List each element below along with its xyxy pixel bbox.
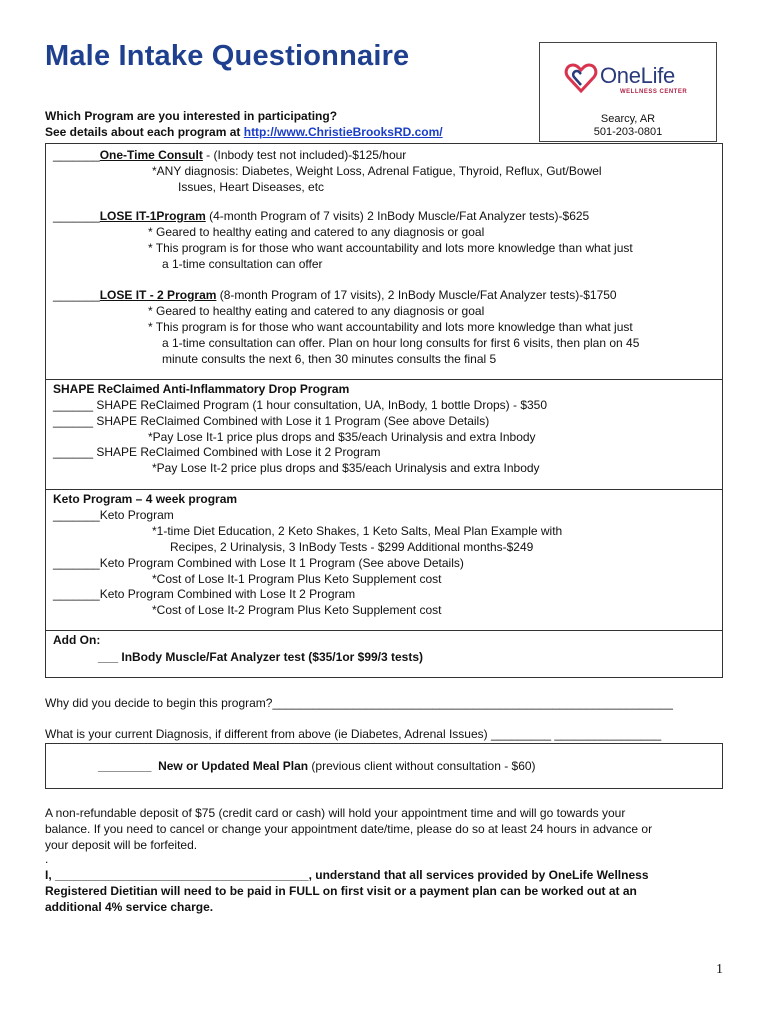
keto-note: *Cost of Lose It-1 Program Plus Keto Supplement cost bbox=[152, 572, 442, 586]
lose-it-2-note: * Geared to healthy eating and catered to any diagnosis or goal bbox=[148, 304, 485, 318]
lose-it-2-note: * This program is for those who want accountability and lots more knowledge than what just bbox=[148, 320, 633, 334]
lose-it-1-note: * Geared to healthy eating and catered to any diagnosis or goal bbox=[148, 225, 485, 239]
website-link[interactable]: http://www.ChristieBrooksRD.com/ bbox=[243, 125, 443, 139]
page-title: Male Intake Questionnaire bbox=[45, 40, 410, 72]
one-time-note: Issues, Heart Diseases, etc bbox=[178, 180, 325, 194]
shape-note: *Pay Lose It-2 price plus drops and $35/each Urinalysis and extra Inbody bbox=[152, 461, 540, 475]
logo-name: OneLife bbox=[600, 63, 675, 88]
location-city: Searcy, AR bbox=[600, 113, 656, 125]
lose-it-1-option[interactable]: _______LOSE IT-1Program (4-month Program of 7 visits) 2 InBody Muscle/Fat Analyzer tests)-$625 bbox=[53, 209, 590, 223]
lose-it-2-note: a 1-time consultation can offer. Plan on hour long consults for first 6 visits, then plan on 45 bbox=[162, 336, 640, 350]
location-phone: 501-203-0801 bbox=[593, 126, 663, 138]
keto-note: *1-time Diet Education, 2 Keto Shakes, 1 Keto Salts, Meal Plan Example with bbox=[152, 524, 563, 538]
page-number: 1 bbox=[716, 962, 723, 977]
logo-box bbox=[539, 42, 717, 142]
keto-note: Recipes, 2 Urinalysis, 3 InBody Tests - $299 Additional months-$249 bbox=[170, 540, 534, 554]
keto-lose-it-1-option[interactable]: _______Keto Program Combined with Lose It 1 Program (See above Details) bbox=[53, 556, 464, 570]
keto-note: *Cost of Lose It-2 Program Plus Keto Supplement cost bbox=[152, 603, 442, 617]
shape-lose-it-2-option[interactable]: ______ SHAPE ReClaimed Combined with Lose it 2 Program bbox=[53, 445, 381, 459]
logo-subtitle: WELLNESS CENTER bbox=[620, 89, 688, 95]
lose-it-2-note: minute consults the next 6, then 30 minutes consults the final 5 bbox=[162, 352, 497, 366]
shape-note: *Pay Lose It-1 price plus drops and $35/each Urinalysis and extra Inbody bbox=[148, 430, 536, 444]
keto-lose-it-2-option[interactable]: _______Keto Program Combined with Lose It 2 Program bbox=[53, 587, 356, 601]
shape-lose-it-1-option[interactable]: ______ SHAPE ReClaimed Combined with Lose it 1 Program (See above Details) bbox=[53, 414, 490, 428]
diagnosis-question[interactable]: What is your current Diagnosis, if different from above (ie Diabetes, Adrenal Issues) _________ ________________ bbox=[45, 727, 662, 741]
lose-it-1-note: a 1-time consultation can offer bbox=[162, 257, 323, 271]
meal-plan-box bbox=[45, 743, 723, 789]
program-question: Which Program are you interested in participating? bbox=[45, 109, 338, 123]
why-question[interactable]: Why did you decide to begin this program?____________________________________________________________ bbox=[45, 696, 673, 710]
intro bbox=[45, 108, 443, 140]
one-time-note: *ANY diagnosis: Diabetes, Weight Loss, Adrenal Fatigue, Thyroid, Reflux, Gut/Bowel bbox=[152, 164, 602, 178]
deposit-policy: A non-refundable deposit of $75 (credit card or cash) will hold your appointment time and will go towards your balance. If you need to cancel or change your appointment date/time, please do so at least 24 hours in advance or your deposit will be forfeited. . bbox=[45, 806, 653, 866]
payment-agreement: I, ______________________________________, understand that all services provided by OneLife Wellness Registered Dietitian will need to be paid in FULL on first visit or a payment plan can be worked out at an additional 4% service charge. bbox=[45, 868, 649, 914]
keto-heading: Keto Program – 4 week program bbox=[53, 492, 238, 506]
onelife-heart-icon bbox=[564, 61, 598, 95]
shape-box bbox=[45, 379, 723, 490]
lose-it-1-note: * This program is for those who want accountability and lots more knowledge than what just bbox=[148, 241, 633, 255]
shape-heading: SHAPE ReClaimed Anti-Inflammatory Drop Program bbox=[53, 382, 350, 396]
keto-box bbox=[45, 489, 723, 631]
addon-heading: Add On: bbox=[53, 633, 101, 647]
shape-option[interactable]: ______ SHAPE ReClaimed Program (1 hour consultation, UA, InBody, 1 bottle Drops) - $350 bbox=[53, 398, 548, 412]
one-time-consult-option[interactable]: _______One-Time Consult - (Inbody test not included)-$125/hour bbox=[53, 148, 407, 162]
lose-it-2-option[interactable]: _______LOSE IT - 2 Program (8-month Program of 17 visits), 2 InBody Muscle/Fat Analyzer tests)-$1750 bbox=[53, 288, 617, 302]
addon-box bbox=[45, 630, 723, 678]
meal-plan-option[interactable]: ________ New or Updated Meal Plan (previous client without consultation - $60) bbox=[98, 759, 536, 773]
inbody-addon-option[interactable]: ___ InBody Muscle/Fat Analyzer test ($35/1or $99/3 tests) bbox=[98, 650, 424, 664]
signature-line[interactable]: I, ______________________________________, understand that all services provided by OneLife Wellness bbox=[45, 868, 649, 882]
onelife-logo bbox=[564, 59, 704, 99]
keto-option[interactable]: _______Keto Program bbox=[53, 508, 174, 522]
details-line: See details about each program at http://www.ChristieBrooksRD.com/ bbox=[45, 125, 443, 139]
programs-box bbox=[45, 143, 723, 380]
